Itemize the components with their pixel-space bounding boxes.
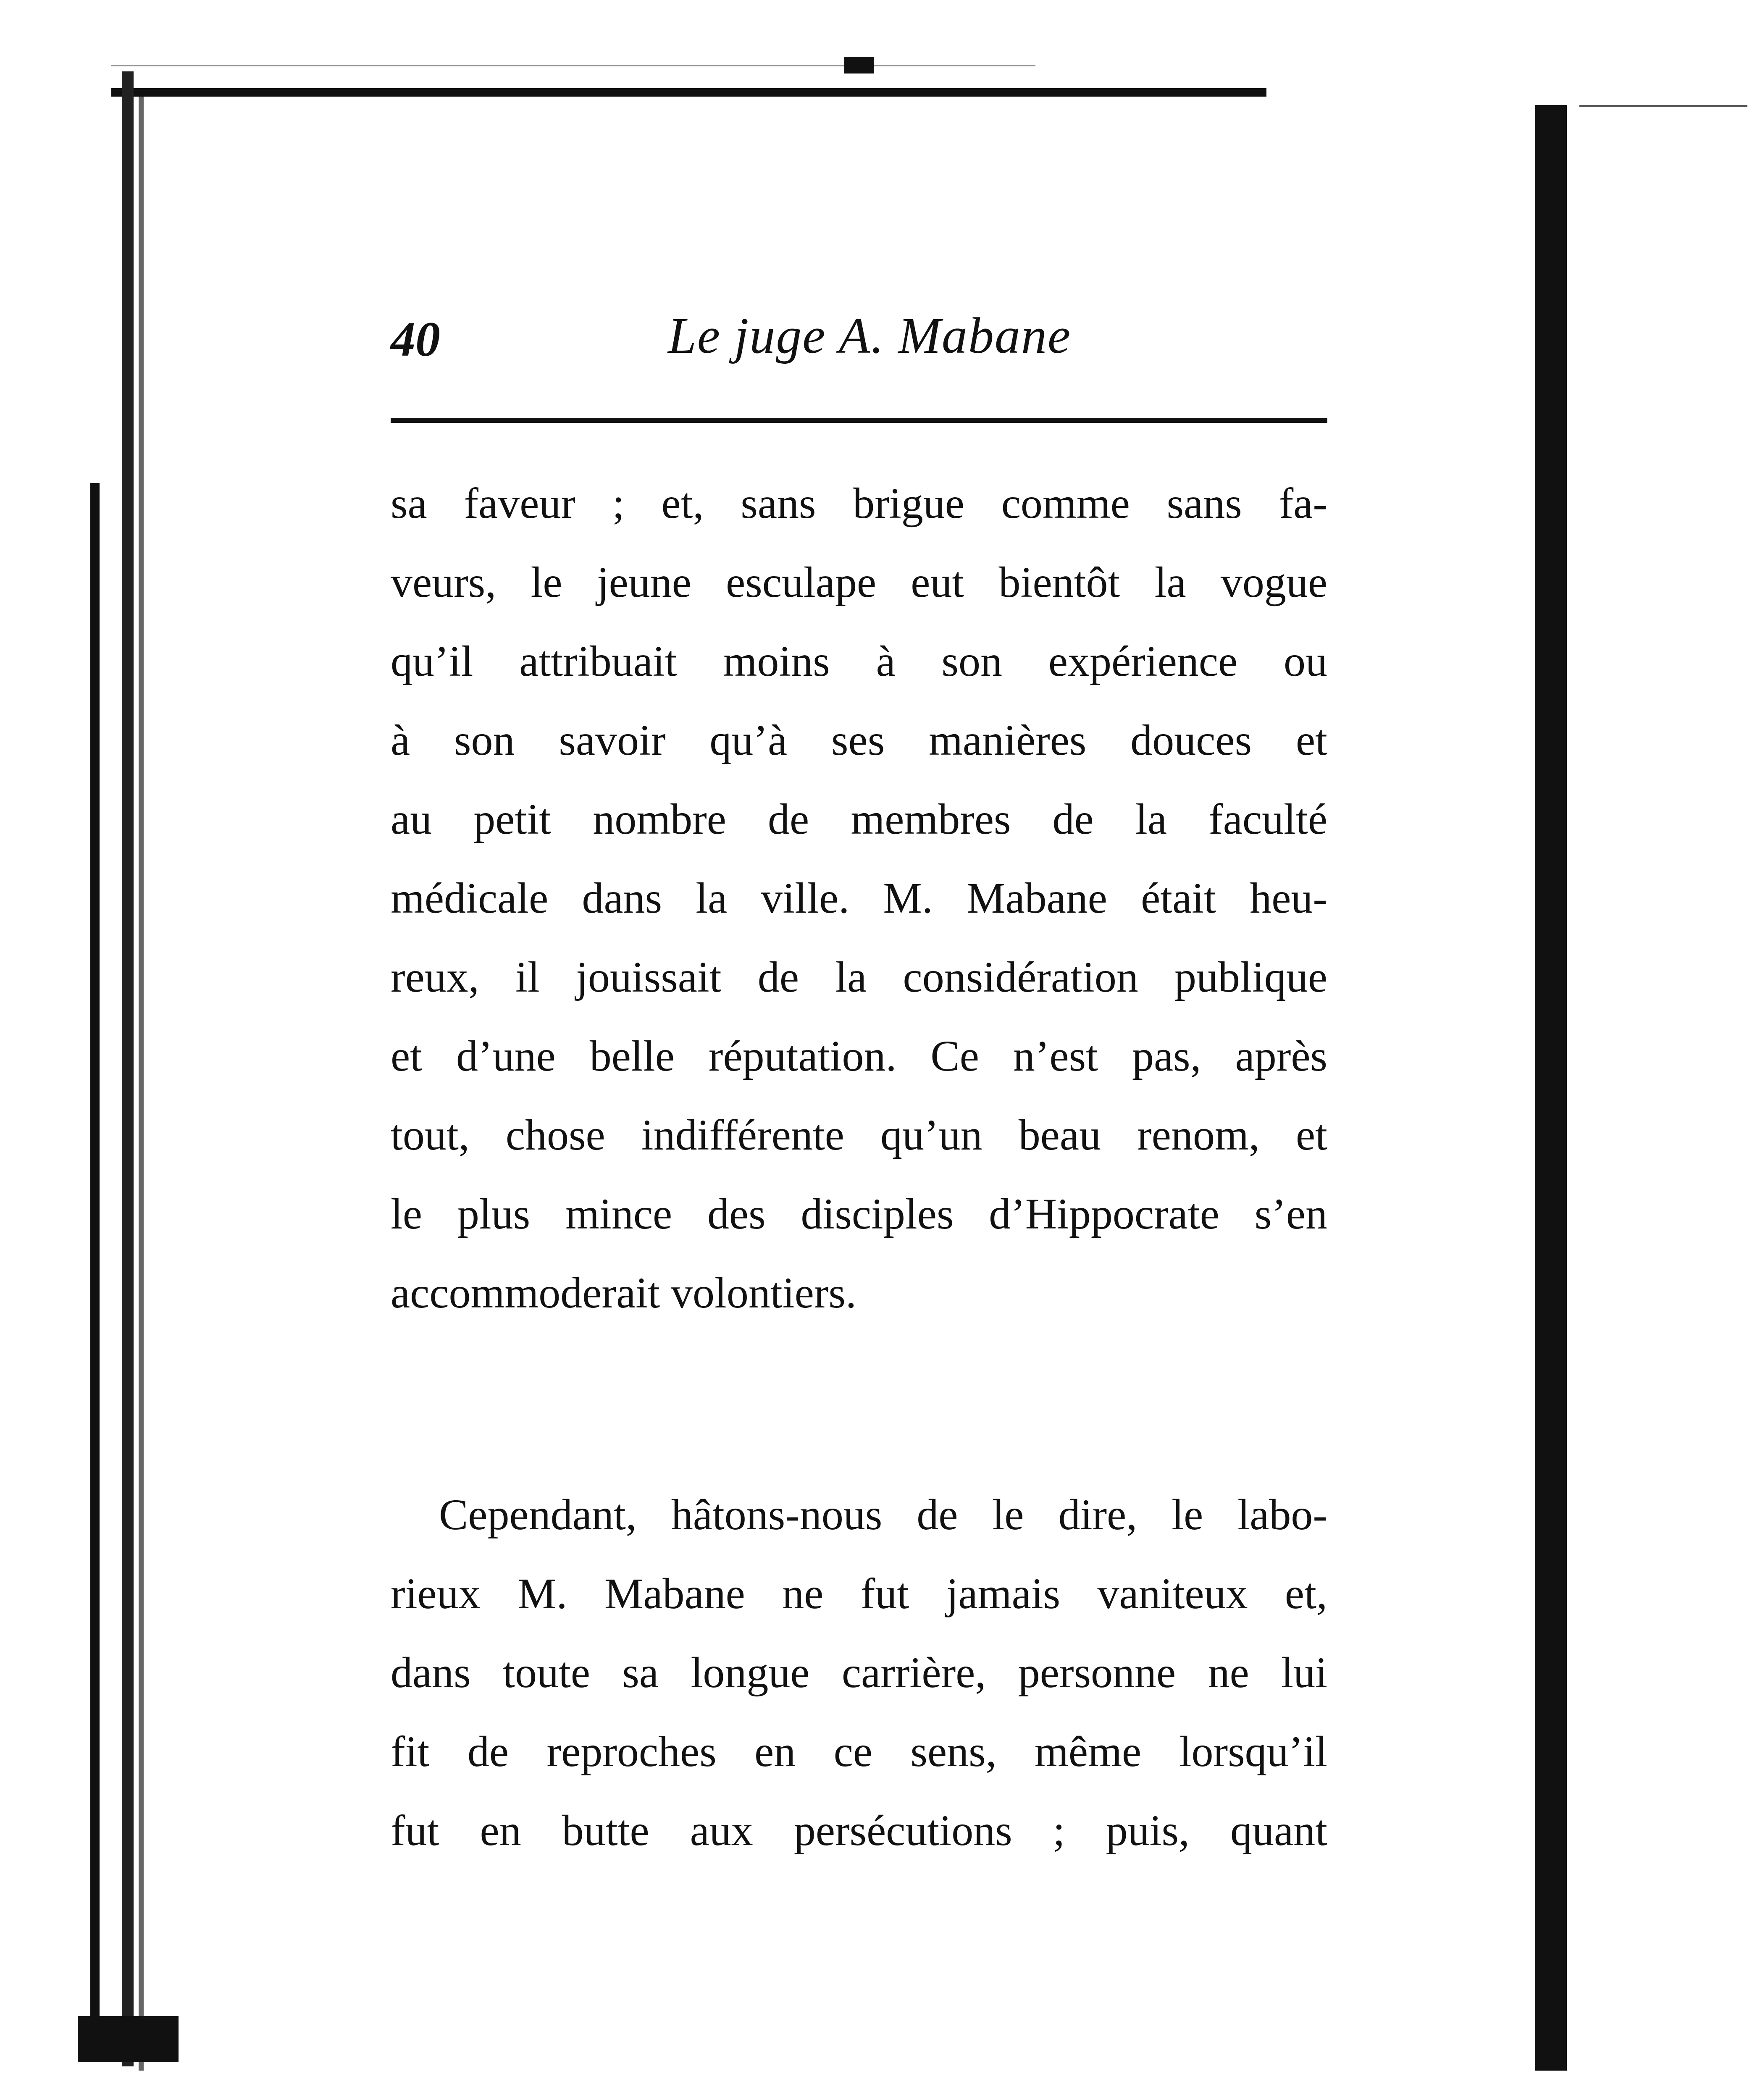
paragraph bbox=[391, 1475, 1327, 1870]
text-line: tout, chose indifférente qu’un beau renom, et bbox=[391, 1111, 1327, 1159]
scan-border-right bbox=[1535, 105, 1567, 2071]
text-line: fit de reproches en ce sens, même lorsqu’il bbox=[391, 1727, 1327, 1776]
paragraph-spacer bbox=[391, 1333, 1327, 1475]
page-number: 40 bbox=[391, 312, 440, 367]
text-line: fut en butte aux persécutions ; puis, quant bbox=[391, 1806, 1327, 1855]
text-line: le plus mince des disciples d’Hippocrate s’en bbox=[391, 1190, 1327, 1238]
running-title: Le juge A. Mabane bbox=[668, 307, 1072, 364]
scan-border-right-lip bbox=[1579, 105, 1747, 107]
running-head bbox=[391, 302, 1327, 374]
body-text bbox=[391, 464, 1327, 1870]
text-line: Cependant, hâtons-nous de le dire, le labo- bbox=[439, 1491, 1327, 1539]
text-line: rieux M. Mabane ne fut jamais vaniteux et, bbox=[391, 1570, 1327, 1618]
text-line: qu’il attribuait moins à son expérience ou bbox=[391, 637, 1327, 685]
book-page bbox=[391, 0, 1327, 2100]
scan-border-left-inner bbox=[139, 97, 144, 2071]
text-line: dans toute sa longue carrière, personne ne lui bbox=[391, 1648, 1327, 1697]
text-line: à son savoir qu’à ses manières douces et bbox=[391, 716, 1327, 764]
text-line: accommoderait volontiers. bbox=[391, 1269, 856, 1317]
scan-border-left bbox=[122, 71, 134, 2066]
text-line: veurs, le jeune esculape eut bientôt la vogue bbox=[391, 558, 1327, 606]
header-rule bbox=[391, 418, 1327, 423]
text-line: sa faveur ; et, sans brigue comme sans fa- bbox=[391, 479, 1327, 528]
text-line: au petit nombre de membres de la faculté bbox=[391, 795, 1327, 843]
text-line: et d’une belle réputation. Ce n’est pas, après bbox=[391, 1032, 1327, 1080]
text-line: reux, il jouissait de la considération publique bbox=[391, 953, 1327, 1001]
paragraph bbox=[391, 464, 1327, 1333]
scan-block-bottom-left bbox=[78, 2016, 179, 2062]
scan-border-left-outer bbox=[90, 483, 100, 2016]
text-line: médicale dans la ville. M. Mabane était heu- bbox=[391, 874, 1327, 922]
